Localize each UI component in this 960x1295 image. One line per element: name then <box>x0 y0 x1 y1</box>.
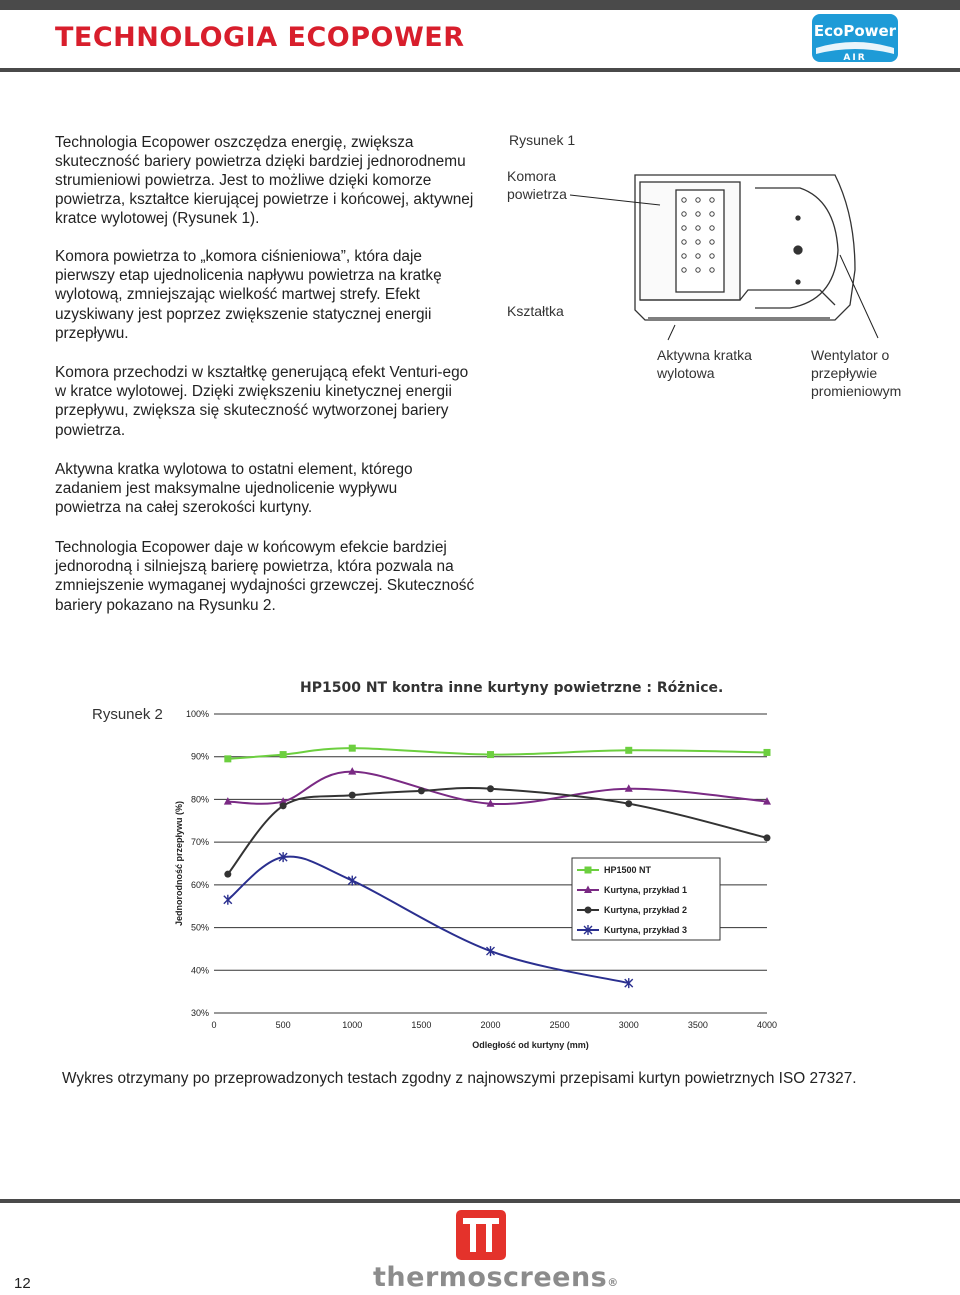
series-line-1 <box>228 748 767 759</box>
data-point-series-3 <box>224 871 231 878</box>
paragraph-2: Komora powietrza to „komora ciśnieniowa”, która daje pierwszy etap ujednolicenia napływu powietrza na kratkę wylotową, zmniejszając wielkość martwej strefy. Efekt uzyskiwany jest poprzez zwiększenie statycznej energii przepływu. <box>55 248 442 342</box>
registered-mark: ® <box>607 1276 619 1289</box>
ecopower-logo <box>812 14 898 62</box>
series-line-4 <box>228 857 629 984</box>
x-tick-label: 3000 <box>618 1020 639 1030</box>
x-tick-label: 1000 <box>342 1020 363 1030</box>
figure1-label-chamber: Komora powietrza <box>507 168 567 202</box>
data-point-series-3 <box>418 787 425 794</box>
data-point-series-3 <box>349 792 356 799</box>
y-tick-label: 60% <box>190 879 209 890</box>
legend-label: Kurtyna, przykład 2 <box>604 905 688 915</box>
figure1-label-grille: Aktywna kratka wylotowa <box>657 347 752 381</box>
y-tick-label: 50% <box>190 922 209 933</box>
data-point-series-1 <box>625 747 632 754</box>
chart-title: HP1500 NT kontra inne kurtyny powietrzne : Różnice. <box>300 680 724 696</box>
x-tick-label: 4000 <box>756 1020 778 1030</box>
y-tick-label: 70% <box>190 837 209 848</box>
x-tick-label: 500 <box>275 1020 291 1030</box>
y-tick-label: 100% <box>185 709 209 719</box>
figure1-label-shape: Kształtka <box>507 303 564 319</box>
data-point-series-1 <box>764 749 771 756</box>
page-number: 12 <box>14 1275 31 1292</box>
chart-svg <box>160 672 960 1062</box>
thermoscreens-logo-icon <box>456 1210 506 1260</box>
data-point-series-3 <box>764 834 771 841</box>
figure1-label-fan: Wentylator o przepływie promieniowym <box>811 347 902 399</box>
x-tick-label: 3500 <box>687 1020 708 1030</box>
data-point-series-1 <box>280 751 287 758</box>
chart-container <box>160 672 960 1062</box>
legend-marker <box>585 867 592 874</box>
logo-text-bottom: AIR <box>843 53 867 62</box>
brand-text: thermoscreens <box>373 1262 608 1293</box>
legend-label: HP1500 NT <box>604 865 652 875</box>
figure1-drawing <box>500 160 920 350</box>
paragraph-1: Technologia Ecopower oszczędza energię, zwiększa skuteczność bariery powietrza dzięki bardziej jednorodnemu strumieniowi powietrza. Jest to możliwe dzięki komorze powietrza, kształtce kierującej powietrze i końcowej, aktywnej kratce wylotowej (Rysunek 1). <box>55 134 474 227</box>
x-tick-label: 0 <box>211 1020 217 1030</box>
y-axis-label: Jednorodność przepływu (%) <box>174 800 184 927</box>
paragraph-5: Technologia Ecopower daje w końcowym efekcie bardziej jednorodną i silniejszą barierę powietrza, która pozwala na zmniejszenie wymaganej wydajności grzewczej. Skuteczność bariery pokazano na Rysunku 2. <box>55 539 475 614</box>
x-axis-label: Odległość od kurtyny (mm) <box>472 1040 589 1050</box>
page-title: TECHNOLOGIA ECOPOWER <box>55 22 465 53</box>
logo-text-top: EcoPower <box>813 22 897 40</box>
legend-label: Kurtyna, przykład 1 <box>604 885 688 895</box>
data-point-series-3 <box>487 785 494 792</box>
data-point-series-3 <box>625 800 632 807</box>
figure2-caption: Wykres otrzymany po przeprowadzonych testach zgodny z najnowszymi przepisami kurtyn powietrznych ISO 27327. <box>62 1070 857 1087</box>
figure1-title: Rysunek 1 <box>509 132 576 148</box>
y-tick-label: 80% <box>190 794 209 805</box>
data-point-series-4 <box>348 876 356 886</box>
data-point-series-1 <box>224 755 231 762</box>
data-point-series-4 <box>224 895 232 905</box>
y-tick-label: 30% <box>190 1008 209 1018</box>
x-tick-label: 1500 <box>411 1020 432 1030</box>
header-rule <box>0 68 960 72</box>
x-tick-label: 2500 <box>549 1020 570 1030</box>
paragraph-4: Aktywna kratka wylotowa to ostatni element, którego zadaniem jest maksymalne ujednolicenie wypływu powietrza na całej szerokości kurtyny. <box>55 461 413 517</box>
brand-name <box>373 1262 619 1293</box>
y-tick-label: 40% <box>190 965 209 976</box>
paragraph-3: Komora przechodzi w kształtkę generującą efekt Venturi-ego w kratce wylotowej. Dzięki zwiększeniu kinetycznej energii przepływu, zwiększa się skuteczność wytworzonej bariery powietrza. <box>55 364 469 439</box>
legend-label: Kurtyna, przykład 3 <box>604 925 688 935</box>
x-tick-label: 2000 <box>480 1020 501 1030</box>
legend-marker <box>585 907 592 914</box>
figure2-label: Rysunek 2 <box>92 706 163 723</box>
top-bar <box>0 0 960 10</box>
data-point-series-1 <box>349 745 356 752</box>
data-point-series-1 <box>487 751 494 758</box>
data-point-series-3 <box>280 802 287 809</box>
y-tick-label: 90% <box>190 751 209 762</box>
footer-rule <box>0 1199 960 1203</box>
